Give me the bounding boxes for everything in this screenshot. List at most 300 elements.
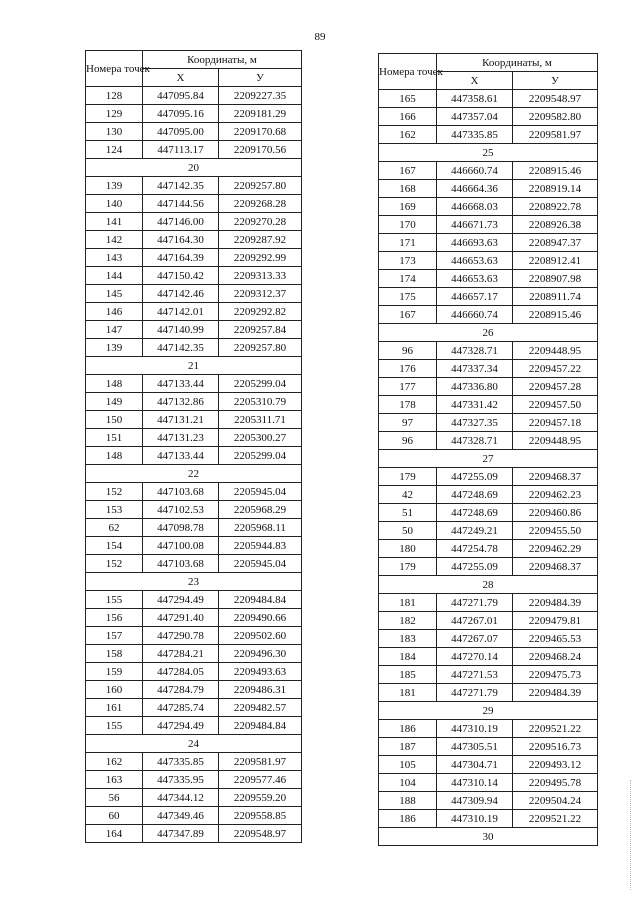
x-coordinate-cell: 447142.01 — [143, 303, 219, 321]
group-row — [379, 450, 598, 468]
y-coordinate-cell: 2209484.84 — [219, 717, 302, 735]
point-number-cell: 180 — [379, 540, 437, 558]
table-row — [86, 249, 302, 267]
x-coordinate-cell: 447255.09 — [437, 468, 513, 486]
point-number-cell: 161 — [86, 699, 143, 717]
table-row — [379, 756, 598, 774]
point-number-cell: 162 — [379, 126, 437, 144]
x-coordinate-cell: 447132.86 — [143, 393, 219, 411]
y-coordinate-cell: 2209495.78 — [513, 774, 598, 792]
x-coordinate-cell: 447310.14 — [437, 774, 513, 792]
y-coordinate-cell: 2205310.79 — [219, 393, 302, 411]
y-coordinate-cell: 2209559.20 — [219, 789, 302, 807]
point-number-cell: 105 — [379, 756, 437, 774]
point-number-cell: 143 — [86, 249, 143, 267]
table-row — [379, 198, 598, 216]
table-row — [86, 339, 302, 357]
group-number: 20 — [86, 159, 302, 177]
table-row — [86, 393, 302, 411]
point-number-cell: 148 — [86, 375, 143, 393]
group-number: 30 — [379, 828, 598, 846]
point-number-cell: 142 — [86, 231, 143, 249]
x-coordinate-cell: 447249.21 — [437, 522, 513, 540]
y-coordinate-cell: 2209457.22 — [513, 360, 598, 378]
group-number: 21 — [86, 357, 302, 375]
x-coordinate-cell: 446664.36 — [437, 180, 513, 198]
x-coordinate-cell: 447095.00 — [143, 123, 219, 141]
point-number-cell: 96 — [379, 342, 437, 360]
x-coordinate-cell: 447102.53 — [143, 501, 219, 519]
x-coordinate-cell: 447304.71 — [437, 756, 513, 774]
x-coordinate-cell: 447328.71 — [437, 432, 513, 450]
table-row — [86, 141, 302, 159]
x-coordinate-cell: 447284.05 — [143, 663, 219, 681]
table-row — [86, 267, 302, 285]
x-coordinate-cell: 447271.53 — [437, 666, 513, 684]
y-coordinate-cell: 2209558.85 — [219, 807, 302, 825]
y-coordinate-cell: 2209465.53 — [513, 630, 598, 648]
point-number-cell: 167 — [379, 162, 437, 180]
points-column-header: Номера точек — [379, 54, 437, 90]
point-number-cell: 140 — [86, 195, 143, 213]
table-row — [379, 684, 598, 702]
y-coordinate-cell: 2209457.18 — [513, 414, 598, 432]
y-coordinate-cell: 2209496.30 — [219, 645, 302, 663]
point-number-cell: 50 — [379, 522, 437, 540]
x-coordinate-cell: 447358.61 — [437, 90, 513, 108]
point-number-cell: 150 — [86, 411, 143, 429]
group-number: 27 — [379, 450, 598, 468]
table-row — [379, 162, 598, 180]
x-coordinate-cell: 447142.46 — [143, 285, 219, 303]
y-coordinate-cell: 2209287.92 — [219, 231, 302, 249]
x-coordinate-cell: 447335.95 — [143, 771, 219, 789]
table-row — [86, 609, 302, 627]
coordinates-column-header: Координаты, м — [437, 54, 598, 72]
group-row — [86, 735, 302, 753]
table-row — [379, 468, 598, 486]
table-row — [379, 720, 598, 738]
x-coordinate-cell: 447095.84 — [143, 87, 219, 105]
point-number-cell: 139 — [86, 177, 143, 195]
x-coordinate-cell: 447150.42 — [143, 267, 219, 285]
x-coordinate-cell: 447337.34 — [437, 360, 513, 378]
y-coordinate-cell: 2205311.71 — [219, 411, 302, 429]
y-coordinate-cell: 2209577.46 — [219, 771, 302, 789]
table-row — [379, 180, 598, 198]
table-row — [86, 321, 302, 339]
table-row — [86, 501, 302, 519]
table-row — [379, 216, 598, 234]
y-column-header: У — [219, 69, 302, 87]
table-row — [86, 231, 302, 249]
y-coordinate-cell: 2209493.63 — [219, 663, 302, 681]
y-coordinate-cell: 2209468.37 — [513, 558, 598, 576]
x-column-header: X — [143, 69, 219, 87]
y-coordinate-cell: 2209270.28 — [219, 213, 302, 231]
y-coordinate-cell: 2208915.46 — [513, 162, 598, 180]
group-number: 24 — [86, 735, 302, 753]
table-row — [379, 108, 598, 126]
group-number: 29 — [379, 702, 598, 720]
group-row — [379, 144, 598, 162]
table-row — [86, 123, 302, 141]
point-number-cell: 56 — [86, 789, 143, 807]
table-row — [86, 375, 302, 393]
table-row — [379, 360, 598, 378]
point-number-cell: 130 — [86, 123, 143, 141]
table-row — [379, 594, 598, 612]
x-coordinate-cell: 447335.85 — [437, 126, 513, 144]
point-number-cell: 129 — [86, 105, 143, 123]
point-number-cell: 186 — [379, 720, 437, 738]
x-coordinate-cell: 447100.08 — [143, 537, 219, 555]
table-row — [379, 126, 598, 144]
y-coordinate-cell: 2209490.66 — [219, 609, 302, 627]
x-coordinate-cell: 447113.17 — [143, 141, 219, 159]
table-row — [86, 825, 302, 843]
y-coordinate-cell: 2209475.73 — [513, 666, 598, 684]
table-row — [86, 807, 302, 825]
y-coordinate-cell: 2209457.50 — [513, 396, 598, 414]
y-coordinate-cell: 2209292.99 — [219, 249, 302, 267]
points-column-header: Номера точек — [86, 51, 143, 87]
y-coordinate-cell: 2209257.80 — [219, 339, 302, 357]
table-row — [86, 213, 302, 231]
x-coordinate-cell: 447254.78 — [437, 540, 513, 558]
point-number-cell: 160 — [86, 681, 143, 699]
x-coordinate-cell: 446657.17 — [437, 288, 513, 306]
point-number-cell: 153 — [86, 501, 143, 519]
x-coordinate-cell: 447146.00 — [143, 213, 219, 231]
x-coordinate-cell: 447357.04 — [437, 108, 513, 126]
point-number-cell: 165 — [379, 90, 437, 108]
point-number-cell: 146 — [86, 303, 143, 321]
x-coordinate-cell: 447294.49 — [143, 591, 219, 609]
point-number-cell: 128 — [86, 87, 143, 105]
y-coordinate-cell: 2209516.73 — [513, 738, 598, 756]
coordinates-table-right — [378, 53, 598, 846]
y-coordinate-cell: 2208922.78 — [513, 198, 598, 216]
table-row — [379, 774, 598, 792]
group-number: 22 — [86, 465, 302, 483]
group-row — [379, 702, 598, 720]
point-number-cell: 176 — [379, 360, 437, 378]
point-number-cell: 158 — [86, 645, 143, 663]
point-number-cell: 182 — [379, 612, 437, 630]
group-number: 26 — [379, 324, 598, 342]
y-coordinate-cell: 2209181.29 — [219, 105, 302, 123]
point-number-cell: 179 — [379, 468, 437, 486]
point-number-cell: 156 — [86, 609, 143, 627]
y-coordinate-cell: 2208912.41 — [513, 252, 598, 270]
x-coordinate-cell: 447284.79 — [143, 681, 219, 699]
point-number-cell: 179 — [379, 558, 437, 576]
x-coordinate-cell: 447294.49 — [143, 717, 219, 735]
y-coordinate-cell: 2209521.22 — [513, 810, 598, 828]
group-row — [379, 576, 598, 594]
x-coordinate-cell: 447133.44 — [143, 447, 219, 465]
x-column-header: X — [437, 72, 513, 90]
table-row — [86, 771, 302, 789]
point-number-cell: 152 — [86, 555, 143, 573]
table-row — [86, 591, 302, 609]
y-coordinate-cell: 2209268.28 — [219, 195, 302, 213]
y-coordinate-cell: 2209460.86 — [513, 504, 598, 522]
point-number-cell: 163 — [86, 771, 143, 789]
table-row — [379, 378, 598, 396]
point-number-cell: 97 — [379, 414, 437, 432]
x-coordinate-cell: 447267.01 — [437, 612, 513, 630]
x-coordinate-cell: 447290.78 — [143, 627, 219, 645]
x-coordinate-cell: 447248.69 — [437, 486, 513, 504]
coordinates-column-header: Координаты, м — [143, 51, 302, 69]
x-coordinate-cell: 447131.23 — [143, 429, 219, 447]
table-row — [379, 252, 598, 270]
table-row — [86, 177, 302, 195]
y-coordinate-cell: 2209292.82 — [219, 303, 302, 321]
x-coordinate-cell: 447347.89 — [143, 825, 219, 843]
point-number-cell: 175 — [379, 288, 437, 306]
table-row — [379, 738, 598, 756]
point-number-cell: 155 — [86, 591, 143, 609]
x-coordinate-cell: 447291.40 — [143, 609, 219, 627]
y-coordinate-cell: 2209581.97 — [219, 753, 302, 771]
group-row — [379, 828, 598, 846]
group-row — [86, 573, 302, 591]
group-number: 25 — [379, 144, 598, 162]
point-number-cell: 145 — [86, 285, 143, 303]
point-number-cell: 185 — [379, 666, 437, 684]
table-row — [379, 666, 598, 684]
x-coordinate-cell: 446653.63 — [437, 252, 513, 270]
y-coordinate-cell: 2209521.22 — [513, 720, 598, 738]
x-coordinate-cell: 447305.51 — [437, 738, 513, 756]
y-coordinate-cell: 2208911.74 — [513, 288, 598, 306]
x-coordinate-cell: 447328.71 — [437, 342, 513, 360]
x-coordinate-cell: 447142.35 — [143, 177, 219, 195]
table-row — [379, 792, 598, 810]
y-coordinate-cell: 2209468.24 — [513, 648, 598, 666]
table-row — [86, 105, 302, 123]
point-number-cell: 166 — [379, 108, 437, 126]
y-coordinate-cell: 2208907.98 — [513, 270, 598, 288]
point-number-cell: 104 — [379, 774, 437, 792]
y-coordinate-cell: 2209484.39 — [513, 594, 598, 612]
x-coordinate-cell: 447133.44 — [143, 375, 219, 393]
x-coordinate-cell: 447164.39 — [143, 249, 219, 267]
x-coordinate-cell: 447336.80 — [437, 378, 513, 396]
y-coordinate-cell: 2208926.38 — [513, 216, 598, 234]
point-number-cell: 62 — [86, 519, 143, 537]
y-coordinate-cell: 2208915.46 — [513, 306, 598, 324]
x-coordinate-cell: 447344.12 — [143, 789, 219, 807]
table-row — [379, 342, 598, 360]
y-coordinate-cell: 2205968.11 — [219, 519, 302, 537]
y-coordinate-cell: 2209468.37 — [513, 468, 598, 486]
table-row — [379, 630, 598, 648]
x-coordinate-cell: 446668.03 — [437, 198, 513, 216]
point-number-cell: 159 — [86, 663, 143, 681]
y-coordinate-cell: 2209457.28 — [513, 378, 598, 396]
point-number-cell: 60 — [86, 807, 143, 825]
x-coordinate-cell: 447310.19 — [437, 810, 513, 828]
y-coordinate-cell: 2205300.27 — [219, 429, 302, 447]
table-row — [379, 522, 598, 540]
point-number-cell: 169 — [379, 198, 437, 216]
point-number-cell: 124 — [86, 141, 143, 159]
x-coordinate-cell: 446660.74 — [437, 162, 513, 180]
table-row — [86, 789, 302, 807]
y-column-header: У — [513, 72, 598, 90]
y-coordinate-cell: 2209479.81 — [513, 612, 598, 630]
x-coordinate-cell: 447248.69 — [437, 504, 513, 522]
y-coordinate-cell: 2209582.80 — [513, 108, 598, 126]
point-number-cell: 178 — [379, 396, 437, 414]
table-row — [379, 810, 598, 828]
group-row — [86, 357, 302, 375]
table-row — [379, 486, 598, 504]
group-row — [379, 324, 598, 342]
table-row — [379, 234, 598, 252]
table-row — [86, 645, 302, 663]
y-coordinate-cell: 2205944.83 — [219, 537, 302, 555]
y-coordinate-cell: 2209448.95 — [513, 342, 598, 360]
group-number: 28 — [379, 576, 598, 594]
y-coordinate-cell: 2209581.97 — [513, 126, 598, 144]
point-number-cell: 184 — [379, 648, 437, 666]
point-number-cell: 155 — [86, 717, 143, 735]
table-row — [379, 504, 598, 522]
y-coordinate-cell: 2209484.39 — [513, 684, 598, 702]
x-coordinate-cell: 447271.79 — [437, 684, 513, 702]
group-number: 23 — [86, 573, 302, 591]
y-coordinate-cell: 2209257.84 — [219, 321, 302, 339]
point-number-cell: 152 — [86, 483, 143, 501]
y-coordinate-cell: 2209312.37 — [219, 285, 302, 303]
table-row — [86, 699, 302, 717]
point-number-cell: 139 — [86, 339, 143, 357]
y-coordinate-cell: 2205945.04 — [219, 483, 302, 501]
x-coordinate-cell: 447103.68 — [143, 555, 219, 573]
table-row — [86, 717, 302, 735]
point-number-cell: 186 — [379, 810, 437, 828]
table-row — [379, 558, 598, 576]
x-coordinate-cell: 447331.42 — [437, 396, 513, 414]
x-coordinate-cell: 447309.94 — [437, 792, 513, 810]
point-number-cell: 141 — [86, 213, 143, 231]
x-coordinate-cell: 447310.19 — [437, 720, 513, 738]
table-row — [379, 270, 598, 288]
table-row — [379, 288, 598, 306]
y-coordinate-cell: 2208947.37 — [513, 234, 598, 252]
x-coordinate-cell: 447335.85 — [143, 753, 219, 771]
point-number-cell: 164 — [86, 825, 143, 843]
x-coordinate-cell: 446660.74 — [437, 306, 513, 324]
y-coordinate-cell: 2205968.29 — [219, 501, 302, 519]
x-coordinate-cell: 447349.46 — [143, 807, 219, 825]
x-coordinate-cell: 447103.68 — [143, 483, 219, 501]
y-coordinate-cell: 2209313.33 — [219, 267, 302, 285]
x-coordinate-cell: 446653.63 — [437, 270, 513, 288]
point-number-cell: 177 — [379, 378, 437, 396]
point-number-cell: 144 — [86, 267, 143, 285]
x-coordinate-cell: 446693.63 — [437, 234, 513, 252]
point-number-cell: 154 — [86, 537, 143, 555]
group-row — [86, 465, 302, 483]
point-number-cell: 174 — [379, 270, 437, 288]
x-coordinate-cell: 447142.35 — [143, 339, 219, 357]
point-number-cell: 149 — [86, 393, 143, 411]
x-coordinate-cell: 447131.21 — [143, 411, 219, 429]
table-row — [86, 681, 302, 699]
x-coordinate-cell: 447284.21 — [143, 645, 219, 663]
table-row — [379, 90, 598, 108]
scan-edge-mark — [630, 780, 632, 890]
point-number-cell: 181 — [379, 594, 437, 612]
y-coordinate-cell: 2209227.35 — [219, 87, 302, 105]
point-number-cell: 157 — [86, 627, 143, 645]
y-coordinate-cell: 2209462.23 — [513, 486, 598, 504]
x-coordinate-cell: 447271.79 — [437, 594, 513, 612]
table-row — [379, 306, 598, 324]
y-coordinate-cell: 2209502.60 — [219, 627, 302, 645]
point-number-cell: 151 — [86, 429, 143, 447]
point-number-cell: 168 — [379, 180, 437, 198]
point-number-cell: 173 — [379, 252, 437, 270]
x-coordinate-cell: 447255.09 — [437, 558, 513, 576]
point-number-cell: 188 — [379, 792, 437, 810]
y-coordinate-cell: 2209484.84 — [219, 591, 302, 609]
x-coordinate-cell: 447140.99 — [143, 321, 219, 339]
table-row — [379, 540, 598, 558]
y-coordinate-cell: 2209448.95 — [513, 432, 598, 450]
point-number-cell: 148 — [86, 447, 143, 465]
table-row — [379, 612, 598, 630]
y-coordinate-cell: 2205299.04 — [219, 375, 302, 393]
y-coordinate-cell: 2209486.31 — [219, 681, 302, 699]
y-coordinate-cell: 2209257.80 — [219, 177, 302, 195]
table-row — [86, 87, 302, 105]
point-number-cell: 42 — [379, 486, 437, 504]
point-number-cell: 171 — [379, 234, 437, 252]
x-coordinate-cell: 447095.16 — [143, 105, 219, 123]
table-row — [86, 195, 302, 213]
x-coordinate-cell: 447285.74 — [143, 699, 219, 717]
y-coordinate-cell: 2209482.57 — [219, 699, 302, 717]
table-row — [86, 447, 302, 465]
y-coordinate-cell: 2208919.14 — [513, 180, 598, 198]
table-row — [379, 396, 598, 414]
y-coordinate-cell: 2209462.29 — [513, 540, 598, 558]
x-coordinate-cell: 447270.14 — [437, 648, 513, 666]
page-number: 89 — [314, 31, 326, 43]
y-coordinate-cell: 2205299.04 — [219, 447, 302, 465]
coordinates-table-left — [85, 50, 302, 843]
x-coordinate-cell: 447144.56 — [143, 195, 219, 213]
point-number-cell: 181 — [379, 684, 437, 702]
table-row — [86, 285, 302, 303]
table-row — [86, 519, 302, 537]
y-coordinate-cell: 2205945.04 — [219, 555, 302, 573]
table-row — [86, 303, 302, 321]
y-coordinate-cell: 2209170.56 — [219, 141, 302, 159]
group-row — [86, 159, 302, 177]
y-coordinate-cell: 2209548.97 — [513, 90, 598, 108]
point-number-cell: 167 — [379, 306, 437, 324]
point-number-cell: 51 — [379, 504, 437, 522]
point-number-cell: 147 — [86, 321, 143, 339]
